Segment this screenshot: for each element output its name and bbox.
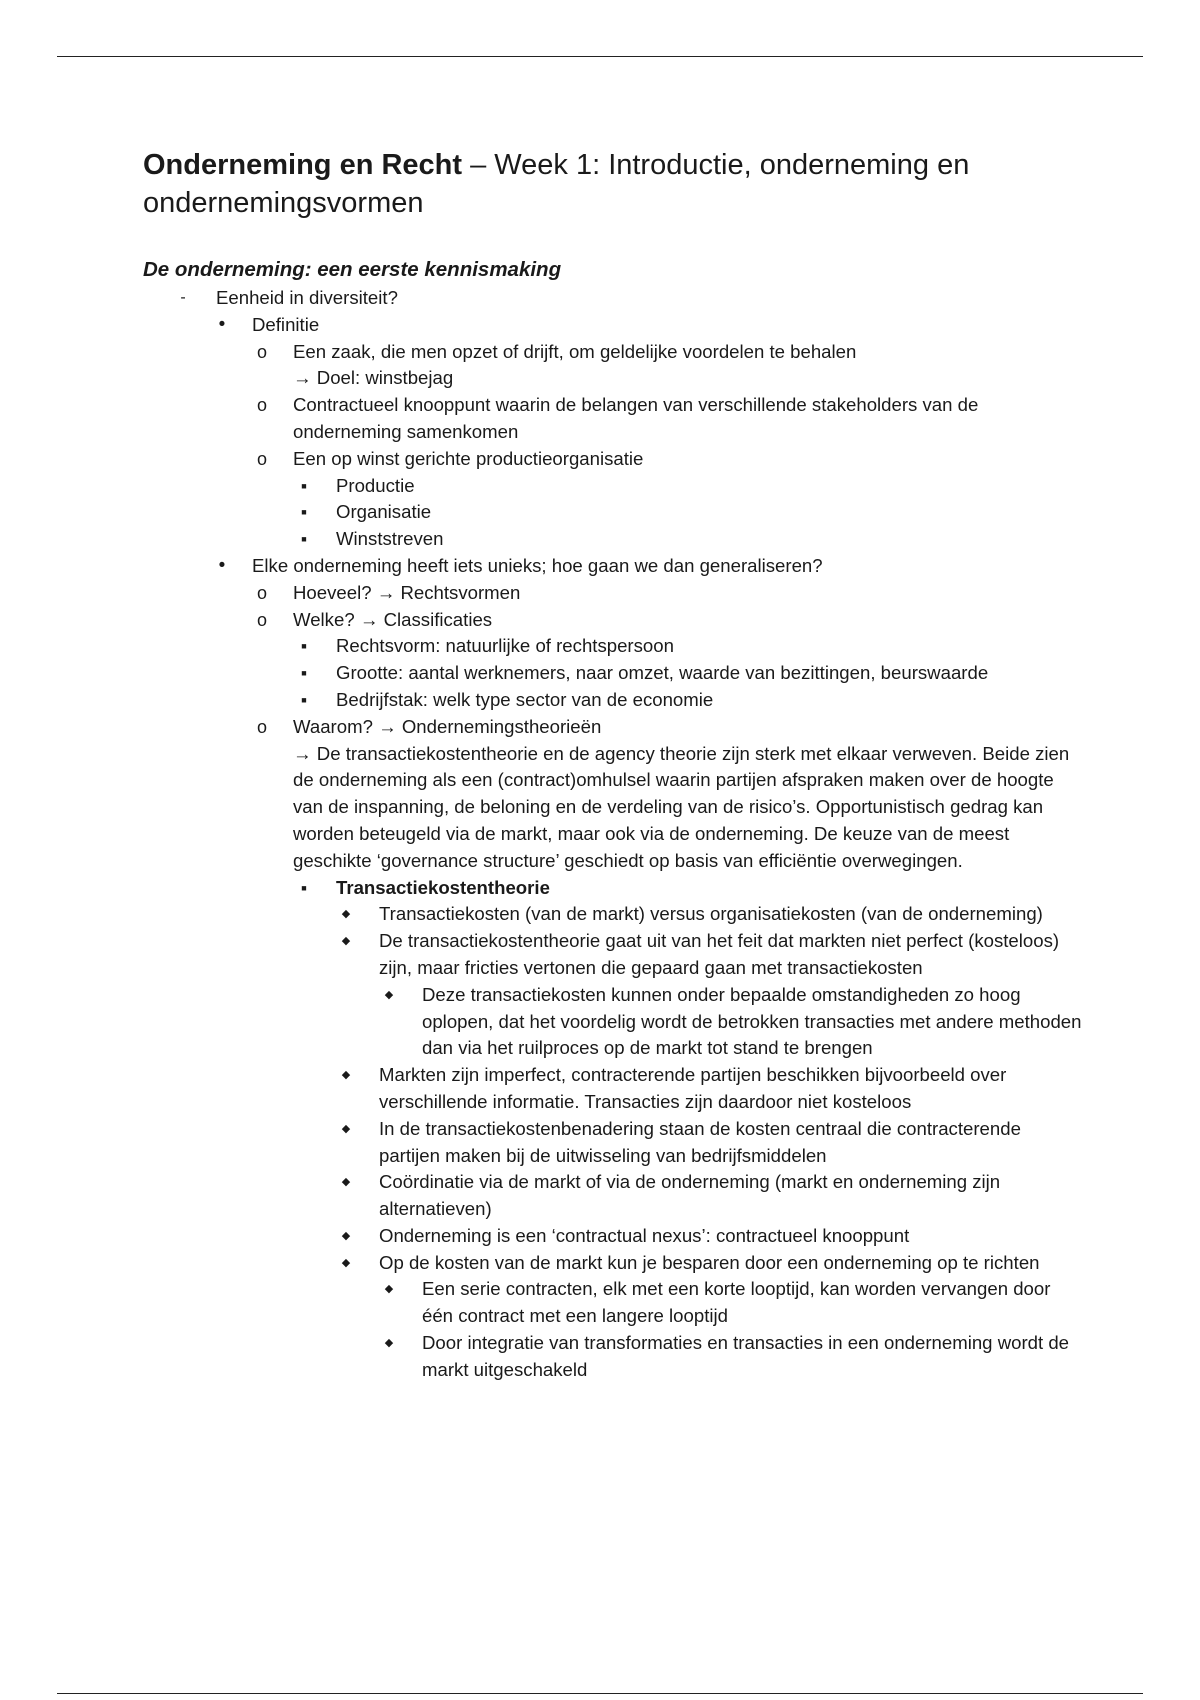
diamond-bullet-icon: ◆ [384,1337,394,1350]
diamond-bullet-icon: ◆ [384,988,394,1001]
list-item: o Hoeveel? → Rechtsvormen [143,580,1083,607]
circle-bullet-icon: o [256,609,267,630]
section-heading: De onderneming: een eerste kennismaking [143,258,562,281]
list-item: • Elke onderneming heeft iets unieks; hoe gaan we dan generaliseren? [143,553,1083,580]
list-item: o Welke? → Classificaties [143,607,1083,634]
list-item: ◆ Een serie contracten, elk met een korte looptijd, kan worden vervangen door één contract met een langere looptijd [143,1276,1083,1330]
list-item: ◆ Door integratie van transformaties en transacties in een onderneming wordt de markt uitgeschakeld [143,1330,1083,1384]
list-item: ■ Organisatie [143,499,1083,526]
list-item: ◆ Op de kosten van de markt kun je besparen door een onderneming op te richten [143,1250,1083,1277]
diamond-bullet-icon: ◆ [384,1283,394,1296]
list-item: ■ Bedrijfstak: welk type sector van de economie [143,687,1083,714]
dot-bullet-icon: • [218,313,226,335]
square-bullet-icon: ■ [301,694,307,705]
list-item: ◆ Onderneming is een ‘contractual nexus’: contractueel knooppunt [143,1223,1083,1250]
list-item: ■ Rechtsvorm: natuurlijke of rechtspersoon [143,633,1083,660]
list-item: ■ Transactiekostentheorie [143,875,1083,902]
diamond-bullet-icon: ◆ [341,1229,351,1242]
title-rest: – Week 1: Introductie, onderneming en ondernemingsvormen [143,149,970,219]
list-item: ◆ Deze transactiekosten kunnen onder bepaalde omstandigheden zo hoog oplopen, dat het voordelig wordt de betrokken transacties met andere methoden dan via het ruilproces op de markt tot stand te brengen [143,982,1083,1062]
document-title [143,146,1083,222]
circle-bullet-icon: o [256,341,267,362]
paragraph: → De transactiekostentheorie en de agency theorie zijn sterk met elkaar verweven. Beide zien de onderneming als een (contract)omhulsel waarin partijen afspraken maken over de hoogte van de inspanning, de beloning en de verdeling van de risico’s. Opportunistisch gedrag kan worden beteugeld via de markt, maar ook via de onderneming. De keuze van de meest geschikte ‘governance structure’ geschiedt op basis van efficiëntie overwegingen. [293,742,1070,871]
list-item: ◆ Transactiekosten (van de markt) versus organisatiekosten (van de onderneming) [143,901,1083,928]
square-bullet-icon: ■ [301,668,307,679]
list-item: • Definitie [143,312,1083,339]
list-item-continuation: → Doel: winstbejag [293,367,454,389]
square-bullet-icon: ■ [301,641,307,652]
list-item: o Contractueel knooppunt waarin de belangen van verschillende stakeholders van de onderneming samenkomen [143,392,1083,446]
list-item: o Een zaak, die men opzet of drijft, om geldelijke voordelen te behalen [143,339,1083,366]
footer-rule [57,1693,1143,1694]
diamond-bullet-icon: ◆ [341,908,351,921]
document-body [143,146,1083,1384]
title-bold: Onderneming en Recht [143,149,463,181]
square-bullet-icon: ■ [301,882,307,893]
dot-bullet-icon: • [218,554,226,576]
list-item: ◆ De transactiekostentheorie gaat uit van het feit dat markten niet perfect (kosteloos) zijn, maar fricties vertonen die gepaard gaan met transactiekosten [143,928,1083,982]
list-item: ◆ In de transactiekostenbenadering staan de kosten centraal die contracterende partijen maken bij de uitwisseling van bedrijfsmiddelen [143,1116,1083,1170]
square-bullet-icon: ■ [301,507,307,518]
list-item: ■ Winststreven [143,526,1083,553]
list-item: ◆ Coördinatie via de markt of via de onderneming (markt en onderneming zijn alternatieven) [143,1169,1083,1223]
diamond-bullet-icon: ◆ [341,1122,351,1135]
list-item: o Waarom? → Ondernemingstheorieën [143,714,1083,741]
circle-bullet-icon: o [256,448,267,469]
header-rule [57,56,1143,57]
diamond-bullet-icon: ◆ [341,1176,351,1189]
circle-bullet-icon: o [256,582,267,603]
list-item: ■ Productie [143,473,1083,500]
circle-bullet-icon: o [256,395,267,416]
list-item: ■ Grootte: aantal werknemers, naar omzet, waarde van bezittingen, beurswaarde [143,660,1083,687]
list-item: o Een op winst gerichte productieorganisatie [143,446,1083,473]
circle-bullet-icon: o [256,716,267,737]
diamond-bullet-icon: ◆ [341,1069,351,1082]
square-bullet-icon: ■ [301,534,307,545]
diamond-bullet-icon: ◆ [341,935,351,948]
list-item: - Eenheid in diversiteit? [143,285,1083,312]
list-item: ◆ Markten zijn imperfect, contracterende partijen beschikken bijvoorbeeld over verschillende informatie. Transacties zijn daardoor niet kosteloos [143,1062,1083,1116]
square-bullet-icon: ■ [301,480,307,491]
dash-bullet-icon: - [180,289,186,306]
diamond-bullet-icon: ◆ [341,1256,351,1269]
